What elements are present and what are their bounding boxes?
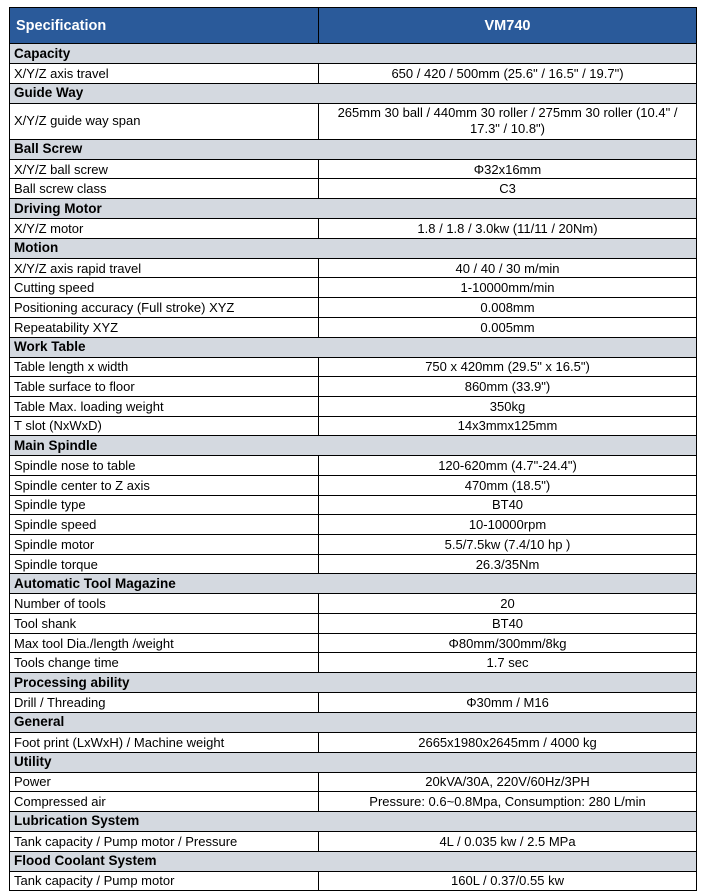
table-row bbox=[10, 377, 697, 397]
spec-value: 1.8 / 1.8 / 3.0kw (11/11 / 20Nm) bbox=[319, 219, 697, 239]
table-row bbox=[10, 64, 697, 84]
model-column-header: VM740 bbox=[319, 8, 697, 44]
table-row bbox=[10, 653, 697, 673]
section-header-row bbox=[10, 811, 697, 831]
section-title: Ball Screw bbox=[10, 139, 697, 159]
section-title: Flood Coolant System bbox=[10, 851, 697, 871]
table-row bbox=[10, 772, 697, 792]
table-row bbox=[10, 475, 697, 495]
section-title: Main Spindle bbox=[10, 436, 697, 456]
spec-label: Tool shank bbox=[10, 614, 319, 634]
spec-label: Table length x width bbox=[10, 357, 319, 377]
spec-label: Foot print (LxWxH) / Machine weight bbox=[10, 732, 319, 752]
table-row bbox=[10, 179, 697, 199]
section-title: Motion bbox=[10, 238, 697, 258]
spec-label: Spindle speed bbox=[10, 515, 319, 535]
spec-label: Ball screw class bbox=[10, 179, 319, 199]
spec-value: 40 / 40 / 30 m/min bbox=[319, 258, 697, 278]
spec-label: Table Max. loading weight bbox=[10, 396, 319, 416]
spec-label: Table surface to floor bbox=[10, 377, 319, 397]
spec-value: 160L / 0.37/0.55 kw bbox=[319, 871, 697, 891]
table-row bbox=[10, 515, 697, 535]
spec-value: 20 bbox=[319, 594, 697, 614]
section-header-row bbox=[10, 83, 697, 103]
table-row bbox=[10, 159, 697, 179]
spec-value: 1-10000mm/min bbox=[319, 278, 697, 298]
table-row bbox=[10, 535, 697, 555]
table-row bbox=[10, 219, 697, 239]
spec-label: Compressed air bbox=[10, 792, 319, 812]
table-row bbox=[10, 792, 697, 812]
spec-value: Φ30mm / M16 bbox=[319, 693, 697, 713]
spec-value: 10-10000rpm bbox=[319, 515, 697, 535]
table-row bbox=[10, 594, 697, 614]
section-title: Work Table bbox=[10, 337, 697, 357]
spec-label: Spindle center to Z axis bbox=[10, 475, 319, 495]
spec-value: 860mm (33.9") bbox=[319, 377, 697, 397]
table-row bbox=[10, 831, 697, 851]
spec-label: X/Y/Z guide way span bbox=[10, 103, 319, 139]
spec-label: Max tool Dia./length /weight bbox=[10, 633, 319, 653]
table-row bbox=[10, 554, 697, 574]
section-title: Driving Motor bbox=[10, 199, 697, 219]
spec-label: Repeatability XYZ bbox=[10, 317, 319, 337]
spec-value: C3 bbox=[319, 179, 697, 199]
spec-value: Φ80mm/300mm/8kg bbox=[319, 633, 697, 653]
section-header-row bbox=[10, 44, 697, 64]
table-row bbox=[10, 278, 697, 298]
spec-label: Spindle type bbox=[10, 495, 319, 515]
section-header-row bbox=[10, 238, 697, 258]
spec-label: X/Y/Z axis travel bbox=[10, 64, 319, 84]
spec-label: Spindle torque bbox=[10, 554, 319, 574]
spec-label: Drill / Threading bbox=[10, 693, 319, 713]
spec-value: 120-620mm (4.7"-24.4") bbox=[319, 456, 697, 476]
section-title: Utility bbox=[10, 752, 697, 772]
spec-label: Spindle nose to table bbox=[10, 456, 319, 476]
table-row bbox=[10, 357, 697, 377]
specification-table bbox=[9, 7, 697, 891]
spec-label: Power bbox=[10, 772, 319, 792]
section-header-row bbox=[10, 199, 697, 219]
table-row bbox=[10, 258, 697, 278]
spec-label: X/Y/Z axis rapid travel bbox=[10, 258, 319, 278]
table-row bbox=[10, 298, 697, 318]
spec-label: X/Y/Z motor bbox=[10, 219, 319, 239]
table-row bbox=[10, 614, 697, 634]
table-row bbox=[10, 732, 697, 752]
section-header-row bbox=[10, 436, 697, 456]
spec-value: 0.008mm bbox=[319, 298, 697, 318]
section-title: Capacity bbox=[10, 44, 697, 64]
spec-label: X/Y/Z ball screw bbox=[10, 159, 319, 179]
spec-label: Tank capacity / Pump motor bbox=[10, 871, 319, 891]
section-header-row bbox=[10, 574, 697, 594]
section-header-row bbox=[10, 337, 697, 357]
spec-value: BT40 bbox=[319, 614, 697, 634]
spec-value: 20kVA/30A, 220V/60Hz/3PH bbox=[319, 772, 697, 792]
spec-value: 0.005mm bbox=[319, 317, 697, 337]
table-row bbox=[10, 871, 697, 891]
section-title: Lubrication System bbox=[10, 811, 697, 831]
spec-value: 650 / 420 / 500mm (25.6" / 16.5" / 19.7") bbox=[319, 64, 697, 84]
spec-value: 750 x 420mm (29.5" x 16.5") bbox=[319, 357, 697, 377]
table-row bbox=[10, 633, 697, 653]
spec-value: 4L / 0.035 kw / 2.5 MPa bbox=[319, 831, 697, 851]
spec-value: Pressure: 0.6~0.8Mpa, Consumption: 280 L/min bbox=[319, 792, 697, 812]
table-row bbox=[10, 416, 697, 436]
spec-value: BT40 bbox=[319, 495, 697, 515]
table-row bbox=[10, 456, 697, 476]
section-header-row bbox=[10, 673, 697, 693]
spec-value: 5.5/7.5kw (7.4/10 hp ) bbox=[319, 535, 697, 555]
spec-label: Cutting speed bbox=[10, 278, 319, 298]
table-row bbox=[10, 396, 697, 416]
spec-value: Φ32x16mm bbox=[319, 159, 697, 179]
spec-value: 2665x1980x2645mm / 4000 kg bbox=[319, 732, 697, 752]
spec-value: 470mm (18.5") bbox=[319, 475, 697, 495]
section-header-row bbox=[10, 139, 697, 159]
table-row bbox=[10, 103, 697, 139]
section-header-row bbox=[10, 851, 697, 871]
section-title: Guide Way bbox=[10, 83, 697, 103]
section-header-row bbox=[10, 752, 697, 772]
spec-value: 1.7 sec bbox=[319, 653, 697, 673]
spec-label: Tools change time bbox=[10, 653, 319, 673]
spec-value: 14x3mmx125mm bbox=[319, 416, 697, 436]
table-row bbox=[10, 495, 697, 515]
spec-label: Number of tools bbox=[10, 594, 319, 614]
spec-label: Positioning accuracy (Full stroke) XYZ bbox=[10, 298, 319, 318]
table-header-row bbox=[10, 8, 697, 44]
spec-value: 26.3/35Nm bbox=[319, 554, 697, 574]
spec-label: T slot (NxWxD) bbox=[10, 416, 319, 436]
spec-column-header: Specification bbox=[10, 8, 319, 44]
table-row bbox=[10, 693, 697, 713]
spec-value: 350kg bbox=[319, 396, 697, 416]
spec-value: 265mm 30 ball / 440mm 30 roller / 275mm 30 roller (10.4" / 17.3" / 10.8") bbox=[319, 103, 697, 139]
spec-body bbox=[10, 44, 697, 891]
section-title: General bbox=[10, 712, 697, 732]
section-header-row bbox=[10, 712, 697, 732]
spec-label: Tank capacity / Pump motor / Pressure bbox=[10, 831, 319, 851]
section-title: Automatic Tool Magazine bbox=[10, 574, 697, 594]
table-row bbox=[10, 317, 697, 337]
spec-label: Spindle motor bbox=[10, 535, 319, 555]
section-title: Processing ability bbox=[10, 673, 697, 693]
